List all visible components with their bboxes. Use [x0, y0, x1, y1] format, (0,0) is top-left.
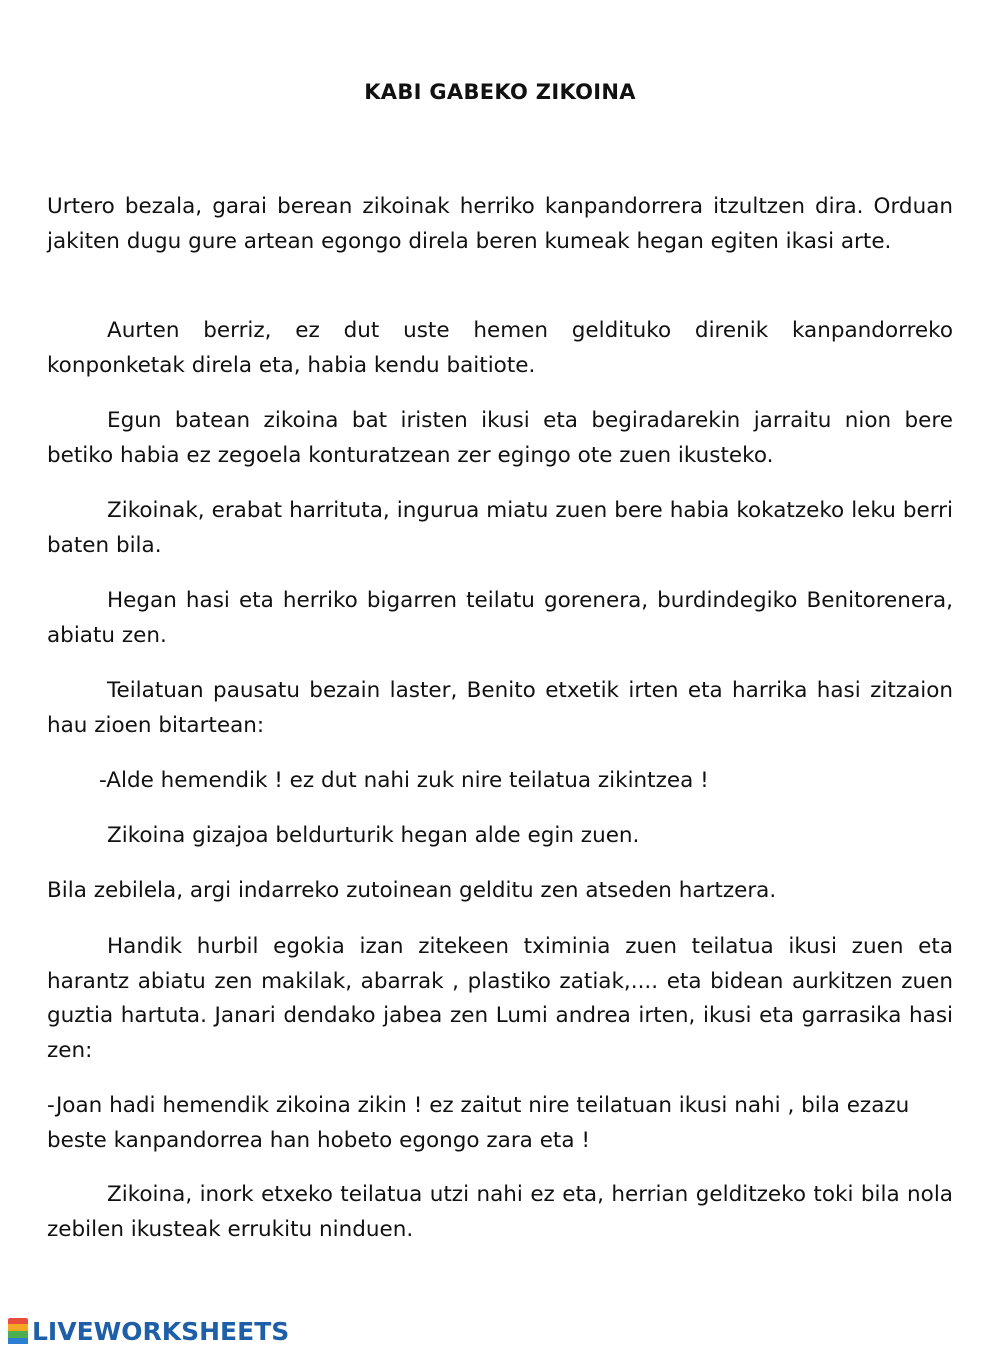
paragraph-7: Zikoina gizajoa beldurturik hegan alde egin zuen. [107, 823, 640, 848]
paragraph-9: Handik hurbil egokia izan zitekeen tximinia zuen teilatua ikusi zuen eta harantz abiatu zen makilak, abarrak , plastiko zatiak,.... eta bidean aurkitzen zuen guztia hartuta. Janari dendako jabea zen Lumi andrea irten, ikusi eta garrasika hasi zen: [47, 934, 953, 1063]
paragraph-2: Aurten berriz, ez dut uste hemen geldituko direnik kanpandorreko konponketak direla eta, habia kendu baitiote. [47, 318, 953, 378]
liveworksheets-badge-icon [8, 1318, 28, 1344]
paragraph-8: Bila zebilela, argi indarreko zutoinean gelditu zen atseden hartzera. [47, 878, 777, 903]
paragraph-4: Zikoinak, erabat harrituta, ingurua miatu zuen bere habia kokatzeko leku berri baten bila. [47, 498, 953, 558]
paragraph-5: Hegan hasi eta herriko bigarren teilatu gorenera, burdindegiko Benitorenera, abiatu zen. [47, 588, 953, 648]
page-title: KABI GABEKO ZIKOINA [364, 80, 636, 104]
liveworksheets-logo [8, 1316, 289, 1346]
paragraph-1: Urtero bezala, garai berean zikoinak herriko kanpandorrera itzultzen dira. Orduan jakiten dugu gure artean egongo direla beren kumeak hegan egiten ikasi arte. [47, 194, 953, 254]
dialog-line-2: -Joan hadi hemendik zikoina zikin ! ez zaitut nire teilatuan ikusi nahi , bila ezazu beste kanpandorrea han hobeto egongo zara eta ! [47, 1093, 910, 1153]
logo-text: LIVEWORKSHEETS [32, 1316, 290, 1346]
dialog-line-1: -Alde hemendik ! ez dut nahi zuk nire teilatua zikintzea ! [99, 768, 709, 793]
paragraph-10: Zikoina, inork etxeko teilatua utzi nahi ez eta, herrian gelditzeko toki bila nola zebilen ikusteak errukitu ninduen. [47, 1182, 953, 1242]
paragraph-6: Teilatuan pausatu bezain laster, Benito etxetik irten eta harrika hasi zitzaion hau zioen bitartean: [47, 678, 953, 738]
paragraph-3: Egun batean zikoina bat iristen ikusi eta begiradarekin jarraitu nion bere betiko habia ez zegoela konturatzean zer egingo ote zuen ikusteko. [47, 408, 953, 468]
